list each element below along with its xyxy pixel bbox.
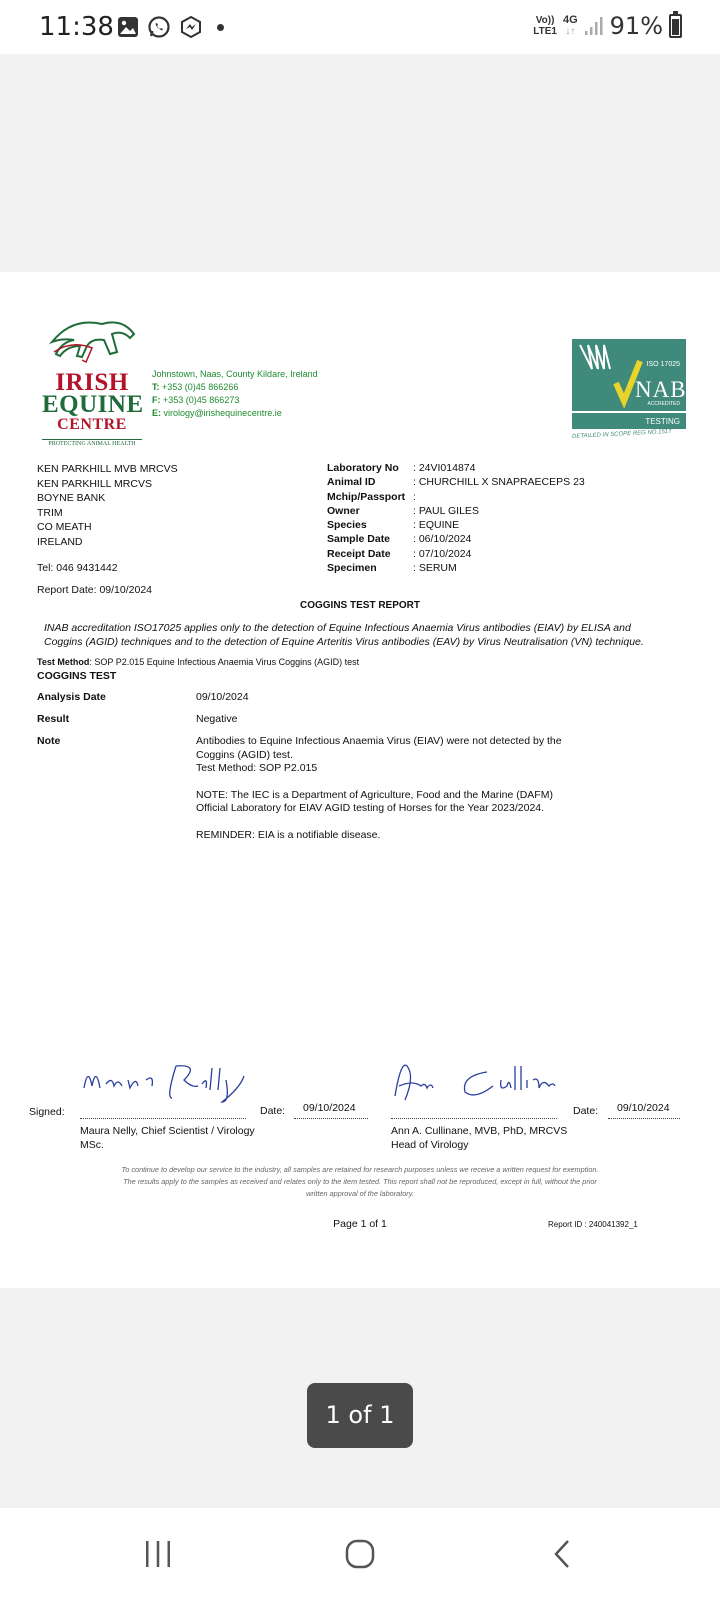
battery-fill [672,19,679,35]
signature-line-2 [391,1118,557,1119]
report-id: Report ID : 240041392_1 [548,1220,638,1229]
signature-2-icon [391,1056,561,1104]
date-line-2 [608,1118,680,1119]
note-text-1b: Test Method: SOP P2.015 [196,762,318,774]
logo-irish: IRISH [55,369,129,396]
lab-label: Mchip/Passport [327,490,406,503]
lab-label: Specimen [327,562,377,575]
test-method [37,657,359,667]
contact-fax [152,394,318,407]
fax-value: +353 (0)45 866273 [163,395,240,405]
email-label: E: [152,408,161,418]
signal-icon [584,16,604,36]
home-button[interactable] [330,1532,390,1576]
note-paragraph: NOTE: The IEC is a Department of Agriculture, Food and the Marine (DAFM) Official Laboratory for EIAV AGID testing of Horses for the Year 2023/2024. [196,788,553,814]
inab-name: NAB [635,377,687,402]
recent-apps-button[interactable] [128,1532,188,1576]
lab-value: : EQUINE [413,519,460,532]
signer-1-title: MSc. [80,1139,104,1151]
note-block [196,735,566,855]
lab-row [327,533,585,547]
date-label-2: Date: [573,1105,599,1117]
analysis-date-value: 09/10/2024 [196,691,249,703]
logo-centre: CENTRE [57,416,127,433]
recipient-line: TRIM [37,506,63,519]
test-method-value: : SOP P2.015 Equine Infectious Anaemia Virus Coggins (AGID) test [89,657,360,667]
sign-date-1: 09/10/2024 [303,1102,356,1114]
lab-value: : [413,490,416,503]
fax-label: F: [152,395,161,405]
battery-icon [669,14,682,38]
lab-value: : 24VI014874 [413,462,476,474]
status-bar [0,0,720,54]
signer-1 [80,1124,255,1152]
network-type-label: 4G [562,14,578,26]
sign-date-2: 09/10/2024 [617,1102,670,1114]
volte-indicator [533,15,557,37]
navigation-bar [0,1508,720,1600]
contact-block [152,368,318,420]
disclaimer-line: To continue to develop our service to the industry, all samples are retained for research purposes unless we receive a written request for exemption. [121,1165,599,1174]
test-method-label: Test Method [37,657,90,667]
data-arrows-icon: ↓↑ [565,26,576,37]
page-number: Page 1 of 1 [333,1218,387,1230]
contact-tel [152,381,318,394]
signer-2-title: Head of Virology [391,1139,469,1151]
signature-1-icon [80,1058,250,1104]
disclaimer-line: The results apply to the samples as received and relates only to the item tested. This report shall not be reproduced, except in full, without the prior [123,1177,597,1186]
back-icon [550,1538,574,1570]
lab-details-table [327,462,585,576]
lab-row [327,476,585,490]
date-line-1 [294,1118,368,1119]
lab-value: : SERUM [413,562,457,575]
lab-value: : CHURCHILL X SNAPRAECEPS 23 [413,476,585,489]
recipient-address [37,462,178,549]
contact-email [152,407,318,420]
home-icon [344,1538,376,1570]
note-paragraph [196,735,566,776]
inab-accredited: ACCREDITED [647,401,680,407]
recent-apps-icon [143,1539,173,1569]
recipient-line: BOYNE BANK [37,492,106,504]
note-text-1: Antibodies to Equine Infectious Anaemia Virus (EIAV) were not detected by the Coggins (AGID) test. [196,735,562,761]
status-time: 11:38 [39,12,114,42]
recipient-line: IRELAND [37,535,83,548]
signer-2-name: Ann A. Cullinane, MVB, PhD, MRCVS [391,1125,568,1137]
whatsapp-icon [147,15,171,39]
gallery-icon [117,16,139,38]
status-right [533,12,682,40]
tel-value: +353 (0)45 866266 [162,382,239,392]
date-label-1: Date: [260,1105,286,1117]
lab-value: : PAUL GILES [413,504,479,517]
lab-value: : 06/10/2024 [413,533,472,546]
analysis-date-label: Analysis Date [37,691,106,703]
lab-label: Laboratory No [327,462,399,474]
page-indicator: 1 of 1 [307,1383,413,1448]
tel-label: T: [152,382,160,392]
lab-row [327,519,585,533]
lab-row [327,548,585,562]
lab-label: Animal ID [327,476,376,489]
network-type [563,14,578,38]
lab-row [327,505,585,519]
recipient-line: KEN PARKHILL MRCVS [37,477,152,490]
lte-label: LTE1 [533,26,557,37]
lab-row [327,462,585,476]
email-value: virology@irishequinecentre.ie [163,408,282,418]
lab-value: : 07/10/2024 [413,547,472,560]
report-date: Report Date: 09/10/2024 [37,584,152,596]
lab-label: Sample Date [327,533,391,546]
volte-label: Vo)) [535,15,555,26]
disclaimer [60,1164,660,1200]
inab-accreditation-note: INAB accreditation ISO17025 applies only to the detection of Equine Infectious Anaemia Virus antibodies (EIAV) by ELISA and Coggins (AGID) techniques and to the detection of Equine Arteritis Virus antibodies (EAV) by Virus Neutralisation (VN) technique. [44,622,644,648]
note-label: Note [37,735,61,747]
battery-percent: 91% [609,12,663,40]
lab-row [327,562,585,576]
notification-dot-icon [217,24,224,31]
report-title: COGGINS TEST REPORT [299,600,420,611]
signer-2 [391,1124,567,1152]
messenger-icon [179,15,203,39]
pdf-page[interactable] [0,272,720,1288]
lab-label: Receipt Date [327,547,391,560]
signer-1-name: Maura Nelly, Chief Scientist / Virology [80,1125,255,1137]
back-button[interactable] [532,1532,592,1576]
lab-row [327,491,585,505]
signed-label: Signed: [29,1106,65,1118]
result-value: Negative [196,713,238,725]
inab-testing: TESTING [572,411,686,429]
recipient-line: KEN PARKHILL MVB MRCVS [37,463,178,475]
logo-equine: EQUINE [42,391,144,418]
logo-tagline: PROTECTING ANIMAL HEALTH [42,439,142,447]
lab-label: Species [327,519,367,532]
lab-label: Owner [327,504,360,517]
contact-address: Johnstown, Naas, County Kildare, Ireland [152,369,318,379]
signature-line-1 [80,1118,246,1119]
notification-icons [117,15,224,39]
result-label: Result [37,713,70,725]
inab-reg: DETAILED IN SCOPE REG NO.151T [571,428,673,441]
disclaimer-line: written approval of the laboratory. [306,1189,414,1198]
note-paragraph: REMINDER: EIA is a notifiable disease. [196,828,381,841]
recipient-tel: Tel: 046 9431442 [37,562,118,574]
recipient-line: CO MEATH [37,521,92,533]
section-title: COGGINS TEST [37,670,117,682]
inab-iso: ISO 17025 [646,361,680,368]
inab-badge [572,339,686,429]
iec-logo [42,369,144,434]
